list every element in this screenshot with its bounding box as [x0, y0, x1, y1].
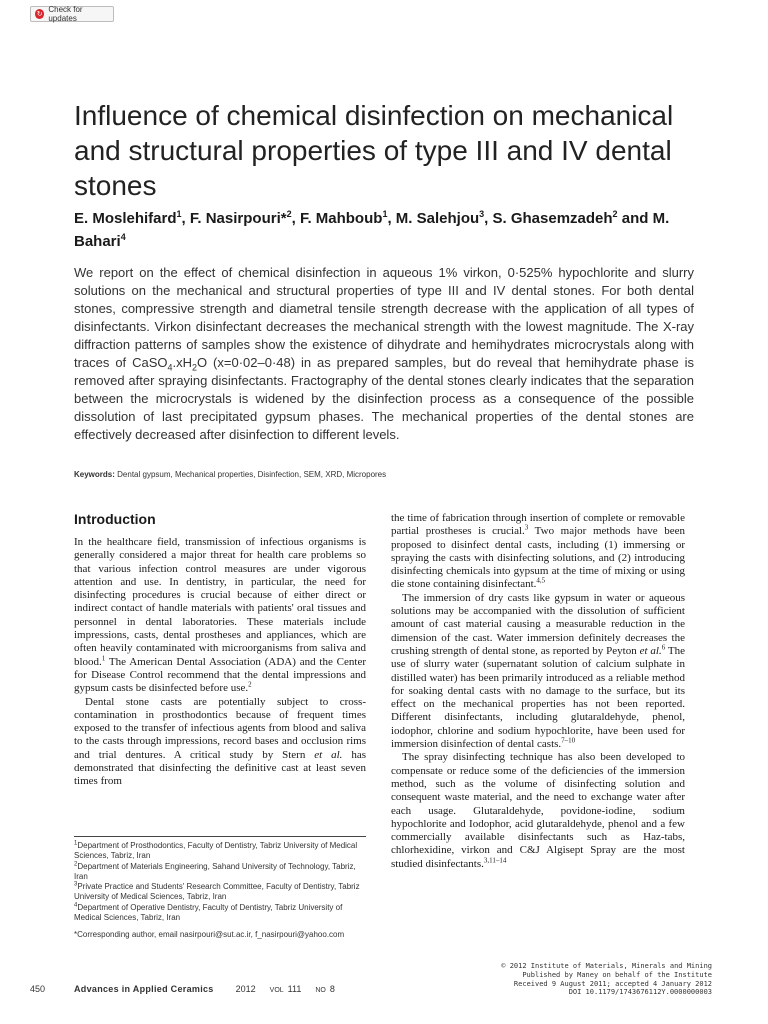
author-name: M. Bahari — [74, 210, 670, 250]
citation-mark: 3,11–14 — [483, 856, 507, 865]
affiliation-footnotes — [74, 836, 366, 941]
keywords-text: Dental gypsum, Mechanical properties, Disinfection, SEM, XRD, Micropores — [117, 470, 387, 479]
body-paragraph: Dental stone casts are potentially subject to cross-contamination in prosthodontics because of frequent times exposed to the transfer of infectious agents from blood and saliva to the casts through impressions, record bases and occlusion rims and trial dentures. A critical study by Stern et al. has demonstrated that disinfecting the definitive cast at least seven times from — [74, 695, 366, 788]
body-paragraph: The spray disinfecting technique has also been developed to compensate or reduce some of the deficiencies of the immersion method, such as the volume of disinfecting solution and consequent waste material, and the need to exchange water after each usage. Glutaraldehyde, povidone-iodine, sodium hypochlorite and Iodophor, acid glutaraldehyde, phenol and a few commercially available disinfectants such as Haz-tabs, chlorhexidine, virkon and C&J Algisept Spray are the most studied disinfectants.$^{3,11-14}$ — [391, 751, 685, 870]
footnote-mark: 3 — [74, 881, 78, 888]
author-name: M. Salehjou — [395, 210, 480, 227]
author-list: E. Moslehifard$^1$, F. Nasirpouri*$^2$, F. Mahboub$^1$, M. Salehjou$^3$, S. Ghasemzadeh$^2$ and M. Bahari$^4$ — [74, 209, 670, 250]
citation-mark: 7–10 — [561, 736, 576, 745]
author-affiliation-mark: 1 — [382, 209, 388, 219]
citation-mark: 1 — [101, 654, 106, 663]
corresponding-author: *Corresponding author, email nasirpouri@sut.ac.ir, f_nasirpouri@yahoo.com — [74, 930, 345, 940]
footnote-mark: 4 — [74, 902, 78, 909]
volume-label: VOL — [269, 987, 284, 994]
footnote-mark: 1 — [74, 840, 78, 847]
publication-info-line: DOI 10.1179/1743676112Y.0000000003 — [568, 988, 712, 997]
author-affiliation-mark: 2 — [612, 209, 618, 219]
journal-name: Advances in Applied Ceramics — [74, 984, 214, 994]
article-title: Influence of chemical disinfection on mechanical and structural properties of type III and IV dental stones — [74, 100, 674, 201]
author-name: E. Moslehifard — [74, 210, 177, 227]
issue-label: NO — [315, 987, 326, 994]
author-name: S. Ghasemzadeh — [492, 210, 613, 227]
publication-info-line: Published by Maney on behalf of the Institute — [522, 970, 712, 979]
body-paragraph: The immersion of dry casts like gypsum in water or aqueous solutions may be accompanied with the dissolution of sufficient amount of cast material causing a measurable reduction in the dimension of the cast. Water immersion definitely decreases the crushing strength of dental stone, as reported by Peyton et al.$^6$ The use of slurry water (supernatant solution of calcium sulphate in distilled water) has been primarily introduced as a reliable method for soaking dental casts with no damage to the surface, but its effect on the mechanical properties has not been reported. Different disinfectants, including glutaraldehyde, phenol, iodophor, chlorine and sodium hypochlorite, have been used for immersion disinfection of dental casts.$^{7-10}$ — [391, 591, 685, 751]
keywords — [74, 470, 694, 479]
keywords-label: Keywords: — [74, 470, 115, 479]
body-paragraph: the time of fabrication through insertion of complete or removable partial prostheses is crucial.$^3$ Two major methods have been proposed to disinfect dental casts, including (1) immersing or spraying the casts with disinfecting solutions, and (2) introducing disinfecting chemicals into gypsum at the time of mixing or using die stone containing disinfectant.$^{4,5}$ — [391, 512, 685, 591]
citation-mark: 3 — [524, 523, 529, 532]
page-number: 450 — [30, 984, 46, 994]
italic-text: et al. — [639, 644, 662, 657]
page-footer — [30, 984, 710, 994]
author-affiliation-mark: 4 — [120, 232, 126, 242]
right-column-body — [391, 512, 685, 871]
author-affiliation-mark: 2 — [286, 209, 292, 219]
citation-mark: 2 — [248, 680, 252, 689]
author-affiliation-mark: 1 — [176, 209, 182, 219]
publication-info-line: Received 9 August 2011; accepted 4 January 2012 — [513, 979, 712, 988]
body-paragraph: In the healthcare field, transmission of infectious organisms is generally considered a major threat for health care problems so that various infection control measures are under vigorous attention and use. In dentistry, in particular, the need for disinfecting procedures is crucial because of either direct or indirect contact of handle materials with patients' oral tissues and personnel in dental laboratories. These materials include impressions, casts, dental prostheses and appliances, which are often heavily contaminated with microorganisms from saliva and blood.$^1$ The American Dental Association (ADA) and the Center for Disease Control recommend that the dental impressions and gypsum casts be disinfected before use.$^2$ — [74, 536, 366, 695]
author-name: F. Nasirpouri* — [189, 210, 287, 227]
left-column — [74, 510, 366, 789]
affiliation-footnote: $^3$Private Practice and Students' Research Committee, Faculty of Dentistry, Tabriz University of Medical Sciences, Tabriz, Iran — [74, 881, 360, 902]
citation-mark: 6 — [661, 643, 666, 652]
check-for-updates-badge[interactable] — [30, 6, 114, 22]
author-name: F. Mahboub — [299, 210, 383, 227]
section-heading-introduction: Introduction — [74, 511, 156, 527]
author-affiliation-mark: 3 — [479, 209, 485, 219]
right-column — [391, 512, 685, 871]
citation-mark: 4,5 — [536, 576, 546, 585]
issue-number: 8 — [329, 984, 335, 994]
publication-info-line: © 2012 Institute of Materials, Minerals and Mining — [501, 962, 712, 970]
footnote-mark: 2 — [74, 860, 78, 867]
italic-text: et al. — [314, 748, 343, 761]
introduction-body — [74, 536, 366, 789]
affiliation-footnote: $^1$Department of Prosthodontics, Faculty of Dentistry, Tabriz University of Medical Sciences, Tabriz, Iran — [74, 840, 358, 861]
badge-label: Check for updates — [48, 5, 83, 23]
refresh-icon: ↻ — [36, 10, 43, 18]
journal-year: 2012 — [235, 984, 256, 994]
volume-number: 111 — [287, 984, 302, 994]
abstract: We report on the effect of chemical disinfection in aqueous 1% virkon, 0·525% hypochlorite and slurry solutions on the mechanical and structural properties of type III and IV dental stones. For both dental stones, compressive strength and diametral tensile strength decrease with the application of all types of disinfectants. Virkon disinfectant decreases the mechanical strength with the lowest magnitude. The X-ray diffraction patterns of samples show the existence of dihydrate and hemihydrates microcrystals along with traces of $CaSO_4.xH_2O$ (x=0·02–0·48) in as prepared samples, but do reveal that hemihydrate phase is removed after spraying disinfectants. Fractography of the dental stones clearly indicates that the separation between the microcrystals is widened by the disinfection process as a consequence of the possible dissolution of last precipitated gypsum phases. The mechanical properties of the dental stones are effectively decreased after disinfection to different levels. — [74, 265, 694, 442]
affiliation-footnote: $^4$Department of Operative Dentistry, Faculty of Dentistry, Tabriz University of Medical Sciences, Tabriz, Iran — [74, 902, 343, 923]
affiliation-footnote: $^2$Department of Materials Engineering, Sahand University of Technology, Tabriz, Iran — [74, 860, 356, 881]
